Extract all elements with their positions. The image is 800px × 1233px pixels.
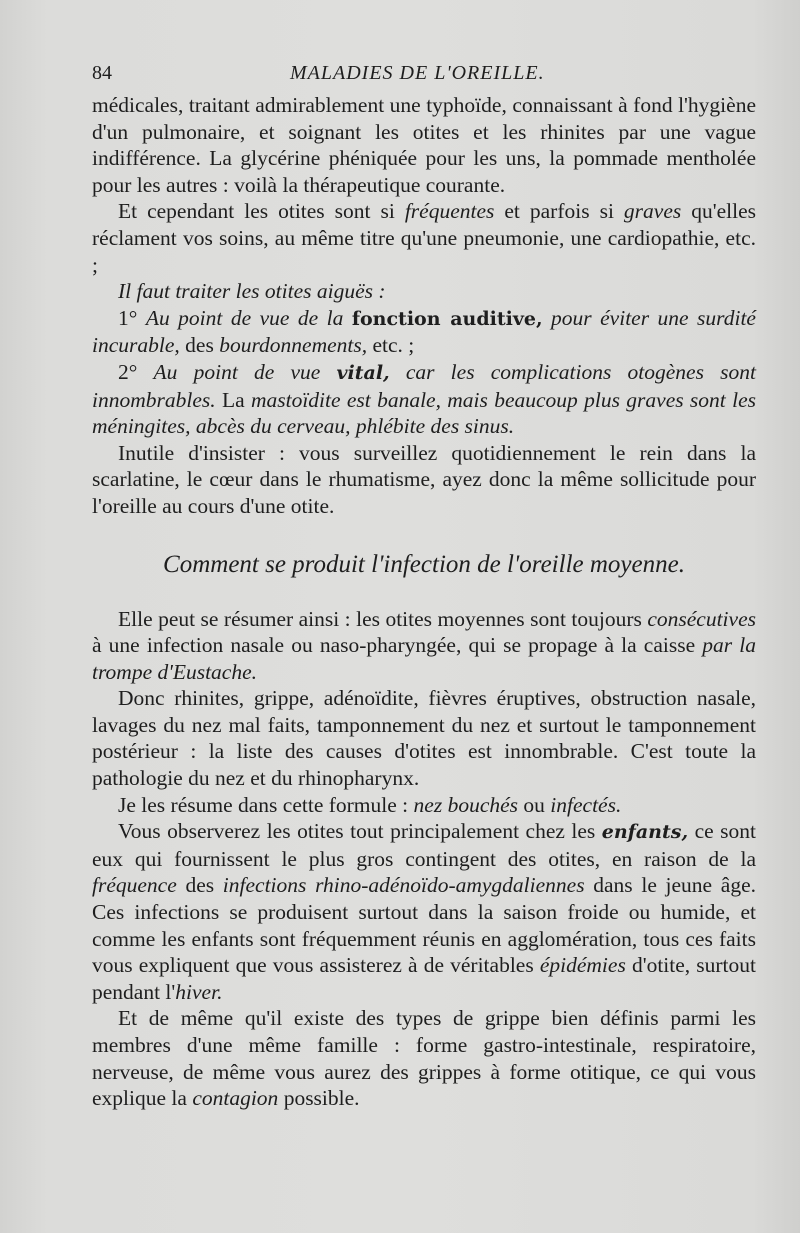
paragraph-text: ce sont eux qui fournissent le plus gros contingent des otites, en raison de la xyxy=(92,819,756,871)
paragraph-7 xyxy=(92,606,756,686)
emphasis-text: car les complications otogènes sont innombrables. xyxy=(92,359,756,412)
paragraph-text: Inutile d'insister : vous surveillez quotidiennement le rein dans la scarlatine, le cœur dans le rhumatisme, ayez donc la même sollicitude pour l'oreille au cours d'une otite. xyxy=(92,440,756,518)
emphasis-text: bourdonnements, xyxy=(219,333,368,358)
emphasis-text: contagion xyxy=(192,1086,279,1111)
emphasis-text: infectés. xyxy=(550,792,622,817)
paragraph-3 xyxy=(92,278,756,305)
paragraph-6 xyxy=(92,440,756,520)
paragraph-11 xyxy=(92,1005,756,1111)
paragraph-text: médicales, traitant admirablement une typhoïde, connaissant à fond l'hygiène d'un pulmonaire, et soignant les otites et les rhinites par une vague indifférence. La glycérine phéniquée pour les uns, la pommade mentholée pour les autres : voilà la thérapeutique courante. xyxy=(92,93,756,197)
page-number: 84 xyxy=(92,62,112,84)
paragraph-text: Donc rhinites, grippe, adénoïdite, fièvres éruptives, obstruction nasale, lavages du nez mal faits, tamponnement du nez et surtout le tamponnement postérieur : la liste des causes d'otites est innombrable. C'est toute la pathologie du nez et du rhinopharynx. xyxy=(92,686,756,791)
paragraph-text: ou xyxy=(518,792,551,817)
paragraph-text: dans le jeune âge. Ces infections se produisent surtout dans la saison froide ou humide, et comme les enfants sont fréquemment réunis en agglomération, tous ces faits vous expliquent que vous assisterez à de véritables xyxy=(92,873,756,978)
emphasis-text: Au point de vue xyxy=(153,359,337,384)
emphasis-text: fréquence xyxy=(92,873,177,898)
paragraph-5 xyxy=(92,359,756,440)
paragraph-8 xyxy=(92,685,756,791)
page-header xyxy=(92,62,752,92)
paragraph-text: possible. xyxy=(278,1086,360,1111)
paragraph-text: des xyxy=(176,873,223,898)
paragraph-text: d'otite, surtout pendant l' xyxy=(92,953,757,1004)
paragraph-4 xyxy=(92,305,756,359)
running-title: MALADIES DE L'OREILLE. xyxy=(290,62,545,84)
paragraph-10 xyxy=(92,818,756,1005)
paragraph-text: Et cependant les otites sont si xyxy=(118,199,405,224)
page-body xyxy=(92,92,756,1112)
paragraph-9 xyxy=(92,792,756,819)
paragraph-text: Et de même qu'il existe des types de grippe bien définis parmi les membres d'une même famille : forme gastro-intestinale, respiratoire, nerveuse, de même vous aurez des grippes à forme otitique, ce qui vous explique la xyxy=(92,1006,756,1111)
paragraph-text: et parfois si xyxy=(494,199,624,224)
paragraph-text: Elle peut se résumer ainsi : les otites moyennes sont toujours xyxy=(118,606,648,631)
list-marker: 2° xyxy=(118,359,154,384)
emphasis-text: graves xyxy=(623,199,682,224)
emphasis-text: pour éviter une surdité incurable, xyxy=(92,305,756,358)
emphasis-text: épidémies xyxy=(539,953,626,978)
paragraph-text: etc. ; xyxy=(367,333,415,358)
emphasis-text: par la trompe d'Eustache. xyxy=(92,633,757,684)
emphasis-text: mastoïdite est banale, mais beaucoup plus graves sont les méningites, abcès du cerveau, phlébite des sinus. xyxy=(92,387,756,439)
paragraph-2 xyxy=(92,198,756,278)
emphasis-text: consécutives xyxy=(647,606,756,631)
paragraph-text: Vous observerez les otites tout principalement chez les xyxy=(118,819,602,844)
section-heading: Comment se produit l'infection de l'oreille moyenne. xyxy=(163,550,685,578)
paragraph-text: La xyxy=(215,387,251,412)
bold-text: enfants, xyxy=(601,821,689,844)
emphasis-text: Au point de vue de la xyxy=(145,305,352,330)
emphasis-text: infections rhino-adénoïdo-amygdaliennes xyxy=(222,873,585,898)
emphasis-text: nez bouchés xyxy=(413,792,519,817)
emphasis-text: hiver. xyxy=(175,979,223,1004)
bold-text: vital, xyxy=(336,361,390,384)
paragraph-1 xyxy=(92,92,756,198)
list-marker: 1° xyxy=(118,305,146,330)
bold-text: fonction auditive, xyxy=(351,307,543,330)
paragraph-text: Je les résume dans cette formule : xyxy=(118,792,414,817)
paragraph-text: à une infection nasale ou naso-pharyngée, qui se propage à la caisse xyxy=(92,633,703,658)
paragraph-text: qu'elles réclament vos soins, au même titre qu'une pneumonie, une cardiopathie, etc. ; xyxy=(92,199,756,277)
emphasis-text: fréquentes xyxy=(404,199,495,224)
emphasis-text: Il faut traiter les otites aiguës : xyxy=(118,279,386,304)
paragraph-text: des xyxy=(179,333,220,358)
